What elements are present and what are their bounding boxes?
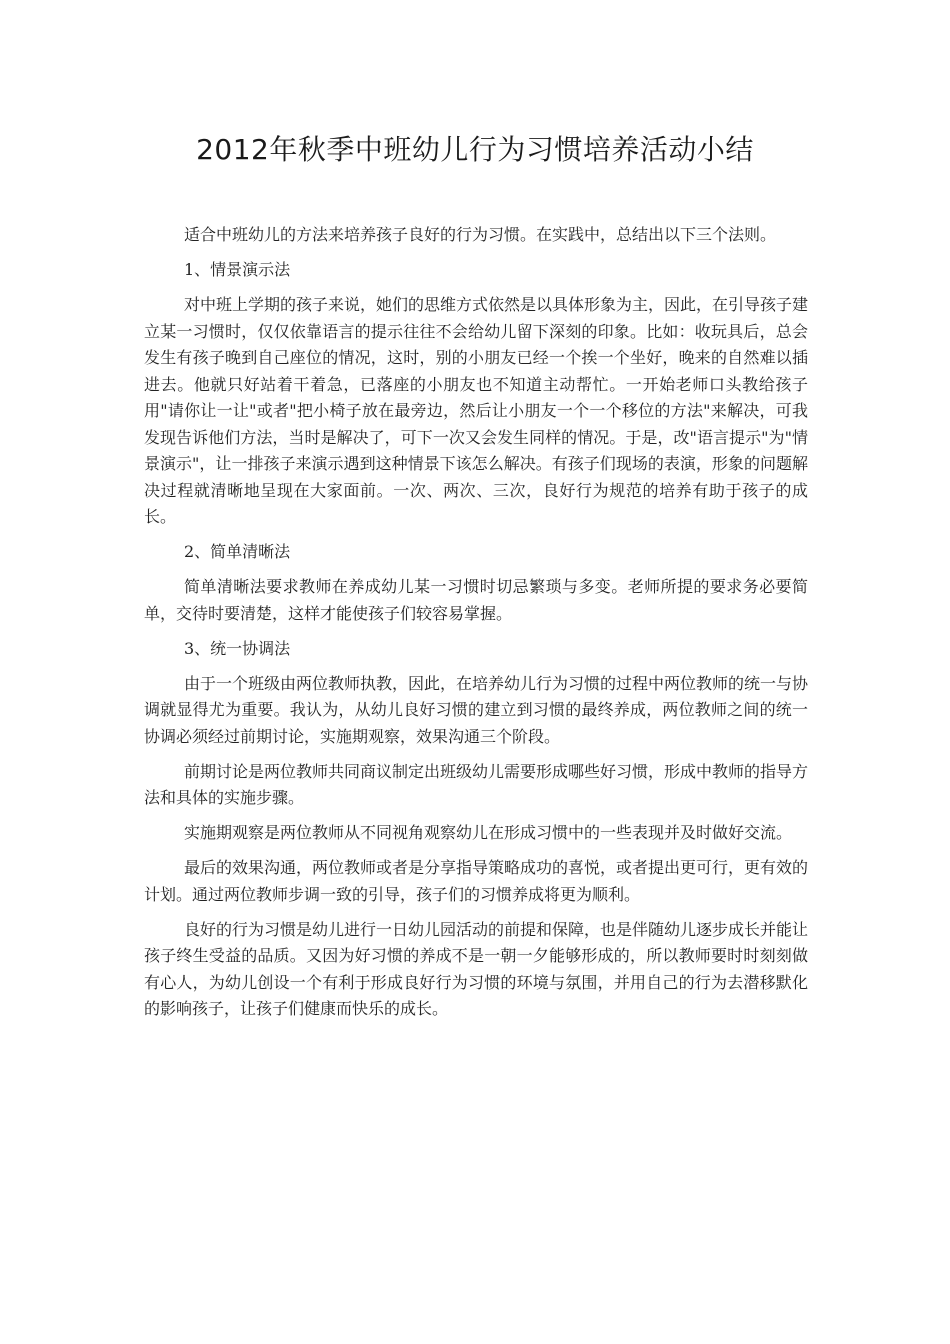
section-3-paragraph-2: 前期讨论是两位教师共同商议制定出班级幼儿需要形成哪些好习惯，形成中教师的指导方法和具体的实施步骤。 xyxy=(144,761,809,807)
section-2-paragraph: 简单清晰法要求教师在养成幼儿某一习惯时切忌繁琐与多变。老师所提的要求务必要简单，交待时要清楚，这样才能使孩子们较容易掌握。 xyxy=(144,577,808,623)
section-heading-2: 2、简单清晰法 xyxy=(184,542,291,561)
section-3-paragraph-4: 最后的效果沟通，两位教师或者是分享指导策略成功的喜悦，或者提出更可行，更有效的计划。通过两位教师步调一致的引导，孩子们的习惯养成将更为顺利。 xyxy=(144,858,809,904)
section-heading-1: 1、情景演示法 xyxy=(184,260,291,279)
section-heading-3: 3、统一协调法 xyxy=(184,638,291,658)
intro-paragraph: 适合中班幼儿的方法来培养孩子良好的行为习惯。在实践中，总结出以下三个法则。 xyxy=(184,225,777,244)
section-3-paragraph-1: 由于一个班级由两位教师执教，因此，在培养幼儿行为习惯的过程中两位教师的统一与协调就显得尤为重要。我认为，从幼儿良好习惯的建立到习惯的最终养成，两位教师之间的统一协调必须经过前期讨论，实施期观察，效果沟通三个阶段。 xyxy=(144,673,809,746)
section-1-paragraph: 对中班上学期的孩子来说，她们的思维方式依然是以具体形象为主，因此，在引导孩子建立某一习惯时，仅仅依靠语言的提示往往不会给幼儿留下深刻的印象。比如：收玩具后，总会发生有孩子晚到自己座位的情况，这时，别的小朋友已经一个挨一个坐好，晚来的自然难以插进去。他就只好站着干着急，已落座的小朋友也不知道主动帮忙。一开始老师口头教给孩子用"请你让一让"或者"把小椅子放在最旁边，然后让小朋友一个一个移位的方法"来解决，可我发现告诉他们方法，当时是解决了，可下一次又会发生同样的情况。于是，改"语言提示"为"情景演示"，让一排孩子来演示遇到这种情景下该怎么解决。有孩子们现场的表演，形象的问题解决过程就清晰地呈现在大家面前。一次、两次、三次，良好行为规范的培养有助于孩子的成长。 xyxy=(144,295,809,526)
document-body xyxy=(144,222,808,1031)
section-3-paragraph-3: 实施期观察是两位教师从不同视角观察幼儿在形成习惯中的一些表现并及时做好交流。 xyxy=(184,823,793,842)
conclusion-paragraph: 良好的行为习惯是幼儿进行一日幼儿园活动的前提和保障，也是伴随幼儿逐步成长并能让孩子终生受益的品质。又因为好习惯的养成不是一朝一夕能够形成的，所以教师要时时刻刻做有心人，为幼儿创设一个有利于形成良好行为习惯的环境与氛围，并用自己的行为去潜移默化的影响孩子，让孩子们健康而快乐的成长。 xyxy=(144,919,809,1018)
document-title: 2012年秋季中班幼儿行为习惯培养活动小结 xyxy=(196,133,754,166)
